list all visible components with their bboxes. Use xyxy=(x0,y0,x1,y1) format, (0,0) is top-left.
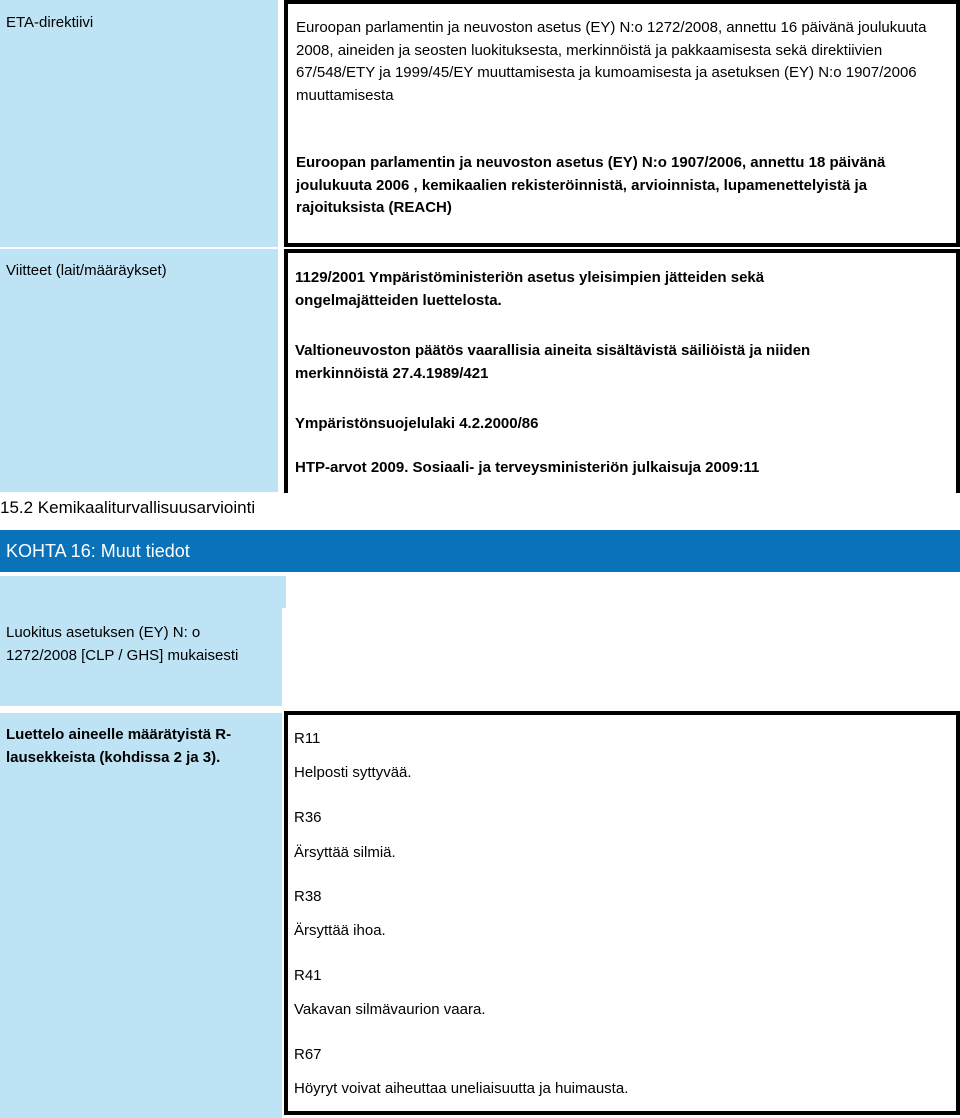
references-content-box xyxy=(284,249,960,493)
directive-1907-2006: Euroopan parlamentin ja neuvoston asetus (EY) N:o 1907/2006, annettu 18 päivänä joulukuuta 2006 , kemikaalien rekisteröinnistä, arvioinnista, lupamenettelyistä ja rajoituksista (REACH) xyxy=(296,154,886,216)
classification-label: Luokitus asetuksen (EY) N: o 1272/2008 [CLP / GHS] mukaisesti xyxy=(6,624,239,664)
eta-label: ETA-direktiivi xyxy=(6,14,94,31)
r-phrase-text: Ärsyttää silmiä. xyxy=(294,844,396,861)
r-phrase-text: Vakavan silmävaurion vaara. xyxy=(294,1001,486,1018)
references-label-cell xyxy=(0,249,278,492)
r-phrases-label: Luettelo aineelle määrätyistä R-lausekkeista (kohdissa 2 ja 3). xyxy=(6,726,232,766)
r-phrase-text: Höyryt voivat aiheuttaa uneliaisuutta ja huimausta. xyxy=(294,1080,629,1097)
reference-vnp-1989-421: Valtioneuvoston päätös vaarallisia aineita sisältävistä säiliöistä ja niiden merkinnöistä 27.4.1989/421 xyxy=(295,342,811,382)
r-phrase-text: Helposti syttyvää. xyxy=(294,764,412,781)
r-phrase-code: R36 xyxy=(294,809,322,826)
r-phrase-code: R41 xyxy=(294,967,322,984)
reference-1129-2001: 1129/2001 Ympäristöministeriön asetus yleisimpien jätteiden sekä ongelmajätteiden luettelosta. xyxy=(295,269,765,309)
section-16-title: KOHTA 16: Muut tiedot xyxy=(6,541,190,561)
classification-label-extension xyxy=(282,576,286,608)
r-phrase-code: R11 xyxy=(294,730,321,747)
r-phrase-text: Ärsyttää ihoa. xyxy=(294,922,386,939)
eta-label-cell xyxy=(0,0,278,247)
r-phrases-label-cell xyxy=(0,713,282,1118)
reference-htp-2009: HTP-arvot 2009. Sosiaali- ja terveysministeriön julkaisuja 2009:11 xyxy=(295,459,760,476)
section-16-bar xyxy=(0,530,960,572)
reference-ysl-2000-86: Ympäristönsuojelulaki 4.2.2000/86 xyxy=(295,415,539,432)
r-phrase-code: R67 xyxy=(294,1046,322,1063)
references-label: Viitteet (lait/määräykset) xyxy=(6,262,167,279)
r-phrase-code: R38 xyxy=(294,888,322,905)
subsection-15-2-heading: 15.2 Kemikaaliturvallisuusarviointi xyxy=(0,498,256,517)
eta-content-box xyxy=(284,0,960,247)
directive-1272-2008: Euroopan parlamentin ja neuvoston asetus (EY) N:o 1272/2008, annettu 16 päivänä joulukuuta 2008, aineiden ja seosten luokituksesta, merkinnöistä ja pakkaamisesta sekä direktiivien 67/548/ETY ja 1999/45/EY muuttamisesta ja kumoamisesta ja asetuksen (EY) N:o 1907/2006 muuttamisesta xyxy=(296,19,927,104)
